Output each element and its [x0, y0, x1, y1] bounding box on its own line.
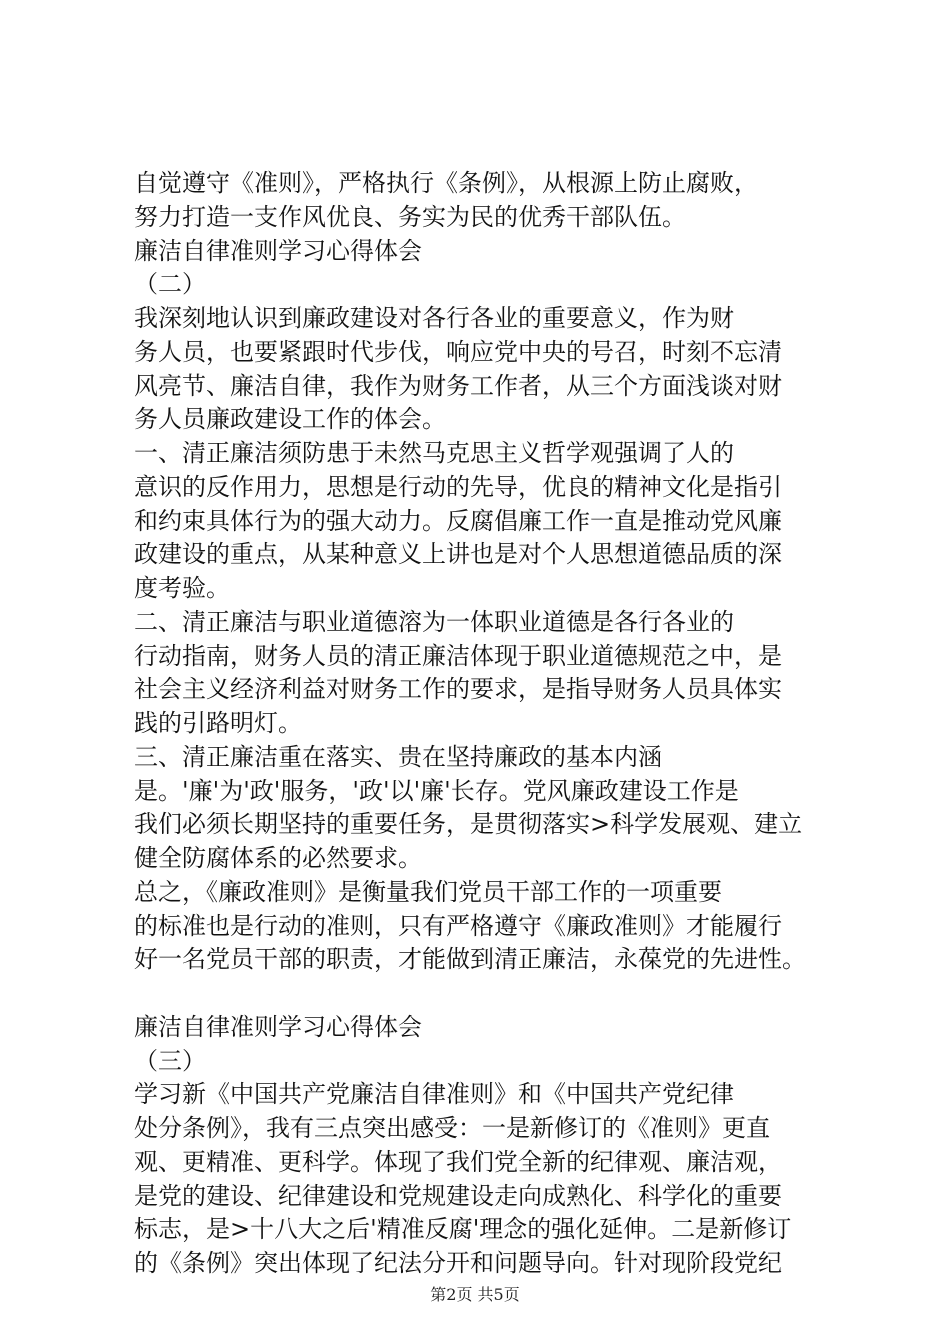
text-line: 行动指南，财务人员的清正廉洁体现于职业道德规范之中，是 — [134, 641, 782, 670]
text-line: 我们必须长期坚持的重要任务，是贯彻落实>科学发展观、建立 — [134, 810, 803, 839]
text-line: 和约束具体行为的强大动力。反腐倡廉工作一直是推动党风廉 — [134, 506, 782, 535]
text-line: 风亮节、廉洁自律，我作为财务工作者，从三个方面浅谈对财 — [134, 371, 782, 400]
text-line: 务人员，也要紧跟时代步伐，响应党中央的号召，时刻不忘清 — [134, 337, 782, 366]
text-line: 的标准也是行动的准则，只有严格遵守《廉政准则》才能履行 — [134, 911, 782, 940]
text-line: 社会主义经济利益对财务工作的要求，是指导财务人员具体实 — [134, 675, 782, 704]
text-line: 标志，是>十八大之后'精准反腐'理念的强化延伸。二是新修订 — [134, 1215, 792, 1244]
text-line: 务人员廉政建设工作的体会。 — [134, 405, 446, 434]
text-line: 践的引路明灯。 — [134, 709, 302, 737]
page-footer: 第2页 共5页 — [430, 1285, 520, 1304]
text-line: 努力打造一支作风优良、务实为民的优秀干部队伍。 — [134, 202, 686, 231]
text-line: 一、清正廉洁须防患于未然马克思主义哲学观强调了人的 — [134, 439, 734, 467]
section-title: 廉洁自律准则学习心得体会 — [134, 236, 422, 265]
text-line: 意识的反作用力，思想是行动的先导，优良的精神文化是指引 — [134, 472, 782, 501]
text-line: 总之，《廉政准则》是衡量我们党员干部工作的一项重要 — [134, 877, 722, 906]
text-line: 好一名党员干部的职责，才能做到清正廉洁，永葆党的先进性。 — [134, 945, 806, 974]
section-title: 廉洁自律准则学习心得体会 — [134, 1012, 422, 1041]
text-line: 观、更精准、更科学。体现了我们党全新的纪律观、廉洁观， — [134, 1147, 782, 1176]
text-line: 自觉遵守《准则》，严格执行《条例》，从根源上防止腐败， — [134, 169, 758, 197]
text-line: 二、清正廉洁与职业道德溶为一体职业道德是各行各业的 — [134, 607, 734, 636]
text-line: 处分条例》，我有三点突出感受：一是新修订的《准则》更直 — [134, 1114, 770, 1142]
text-line: 学习新《中国共产党廉洁自律准则》和《中国共产党纪律 — [134, 1080, 734, 1109]
text-line: 三、清正廉洁重在落实、贵在坚持廉政的基本内涵 — [134, 742, 662, 771]
text-line: 的《条例》突出体现了纪法分开和问题导向。针对现阶段党纪 — [134, 1249, 782, 1277]
text-line: 我深刻地认识到廉政建设对各行各业的重要意义，作为财 — [134, 304, 734, 332]
section-number: （二） — [134, 270, 206, 299]
section-number: （三） — [134, 1046, 206, 1075]
text-line: 政建设的重点，从某种意义上讲也是对个人思想道德品质的深 — [134, 540, 782, 569]
text-line: 健全防腐体系的必然要求。 — [134, 844, 422, 872]
text-line: 是。'廉'为'政'服务，'政'以'廉'长存。党风廉政建设工作是 — [134, 776, 739, 805]
text-line: 度考验。 — [134, 574, 230, 602]
text-line: 是党的建设、纪律建设和党规建设走向成熟化、科学化的重要 — [134, 1181, 782, 1210]
